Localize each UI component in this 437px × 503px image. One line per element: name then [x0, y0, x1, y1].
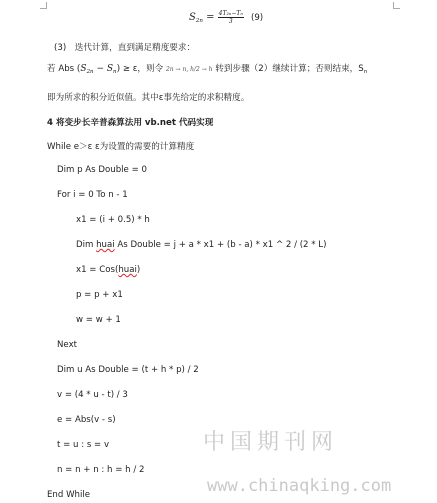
- explanation-text: 即为所求的积分近似值。其中ε事先给定的求积精度。: [47, 93, 250, 103]
- code-line-5-end: ): [136, 265, 141, 275]
- condition-sn: S: [106, 64, 114, 74]
- watermark-chinese: 中国期刊网: [203, 430, 339, 455]
- watermark-url: www.chinaqking.com: [207, 476, 392, 496]
- code-line-9: Dim u As Double = (t + h * p) / 2: [57, 365, 199, 375]
- code-intro: While e＞ε ε为设置的需要的计算精度: [47, 142, 195, 152]
- condition-line: [47, 62, 367, 75]
- code-line-10: v = (4 * u - t) / 3: [57, 390, 128, 400]
- formula-fraction: [218, 10, 244, 25]
- formula-lhs-sub: 2n: [195, 18, 203, 24]
- condition-suffix: 转到步骤（2）继续计算；否则结束，S: [215, 64, 364, 74]
- condition-open-paren: (: [76, 64, 81, 74]
- formula-lhs: S: [189, 12, 196, 23]
- condition-prefix: 若 Abs: [47, 64, 75, 74]
- condition-s2n-sub: 2n: [86, 69, 94, 75]
- step-3-text: (3) 迭代计算，直到满足精度要求：: [54, 43, 196, 53]
- formula-number: (9): [250, 13, 264, 23]
- code-line-7: w = w + 1: [76, 315, 121, 325]
- condition-close-paren: ): [116, 64, 121, 74]
- code-line-6: p = p + x1: [76, 290, 123, 300]
- code-line-5-variable: huai: [118, 265, 137, 275]
- code-line-1: Dim p As Double = 0: [57, 165, 147, 175]
- formula-denominator: 3: [228, 18, 233, 25]
- crop-mark-top-right: [393, 2, 400, 9]
- code-line-8: Next: [57, 340, 78, 350]
- condition-suffix-sub: n: [363, 69, 368, 75]
- code-line-12: t = u : s = v: [57, 440, 110, 450]
- code-line-4-keyword: Dim: [76, 240, 97, 250]
- condition-geq: ≥ ε，则令: [120, 64, 164, 74]
- code-line-14: End While: [47, 490, 91, 500]
- code-line-4-variable: huai: [96, 240, 115, 250]
- formula-numerator: 4T₂ₙ−Tₙ: [218, 10, 243, 17]
- section-heading: 4 将变步长辛普森算法用 vb.net 代码实现: [47, 118, 214, 128]
- code-line-3: x1 = (i + 0.5) * h: [76, 215, 150, 225]
- condition-abs-expression: [77, 64, 120, 74]
- condition-s2n: S: [80, 64, 87, 74]
- code-line-5-start: x1 = Cos(: [76, 265, 119, 275]
- code-line-4-rest: As Double = j + a * x1 + (b - a) * x1 ^ 2 / (2 * L): [114, 240, 327, 250]
- crop-mark-top-left: [40, 2, 47, 9]
- condition-minus: −: [93, 64, 107, 74]
- condition-sn-sub: n: [113, 69, 117, 75]
- code-line-4: [76, 240, 326, 250]
- code-line-11: e = Abs(v - s): [57, 415, 116, 425]
- code-line-5: [76, 265, 140, 275]
- condition-assignment: 2n → n, h/2 → h: [165, 66, 213, 73]
- formula-equals: =: [206, 12, 215, 23]
- code-line-13: n = n + n : h = h / 2: [57, 465, 145, 475]
- formula-9: [189, 10, 263, 25]
- code-line-2: For i = 0 To n - 1: [57, 190, 128, 200]
